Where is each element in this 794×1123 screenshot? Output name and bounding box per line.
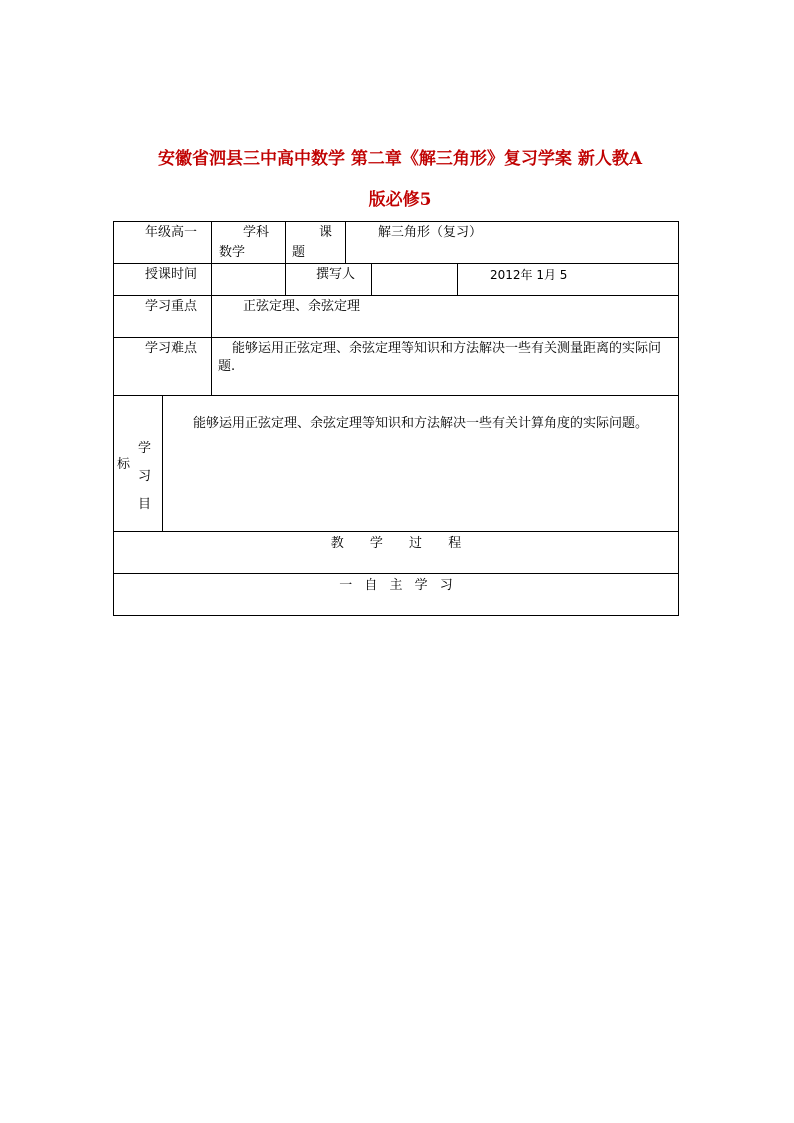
table-border-right <box>678 221 679 616</box>
subject-value: 数学 <box>219 245 246 260</box>
topic-label: 课 <box>319 225 333 240</box>
subject-label: 学科 <box>243 225 270 240</box>
table-rule <box>113 337 679 338</box>
table-border-top <box>113 221 679 222</box>
table-rule <box>211 263 212 295</box>
table-rule <box>113 295 679 296</box>
table-rule <box>113 395 679 396</box>
table-rule <box>113 531 679 532</box>
focus-value: 正弦定理、余弦定理 <box>243 299 361 314</box>
time-label: 授课时间 <box>145 267 198 282</box>
table-rule <box>457 263 458 295</box>
table-rule <box>345 221 346 263</box>
topic-label-cont: 题 <box>292 245 306 260</box>
goal-value: 能够运用正弦定理、余弦定理等知识和方法解决一些有关计算角度的实际问题。 <box>193 416 649 431</box>
table-rule <box>113 573 679 574</box>
author-label: 撰写人 <box>316 267 356 282</box>
goal-label-char: 目 <box>138 497 152 512</box>
difficulty-value: 能够运用正弦定理、余弦定理等知识和方法解决一些有关测量距离的实际问题. <box>218 341 662 374</box>
grade-label: 年级高一 <box>145 225 198 240</box>
difficulty-label: 学习难点 <box>145 341 198 356</box>
table-border-left <box>113 221 114 616</box>
table-rule <box>285 263 286 295</box>
goal-label-char: 标 <box>117 457 131 472</box>
table-rule <box>285 221 286 263</box>
table-rule <box>162 395 163 531</box>
table-rule <box>211 221 212 263</box>
document-title-line2: 版必修5 <box>368 190 432 210</box>
table-rule <box>371 263 372 295</box>
topic-value: 解三角形（复习） <box>378 225 483 240</box>
goal-label-char: 学 <box>138 441 152 456</box>
table-rule <box>211 295 212 395</box>
table-border-bottom <box>113 615 679 616</box>
goal-label-char: 习 <box>138 469 152 484</box>
date-value: 2012年 1月 5 <box>490 268 568 282</box>
section-header: 一 自 主 学 习 <box>339 578 453 593</box>
document-title-line1: 安徽省泗县三中高中数学 第二章《解三角形》复习学案 新人教A <box>157 149 643 169</box>
process-header: 教 学 过 程 <box>330 536 462 551</box>
table-rule <box>113 263 679 264</box>
focus-label: 学习重点 <box>145 299 198 314</box>
